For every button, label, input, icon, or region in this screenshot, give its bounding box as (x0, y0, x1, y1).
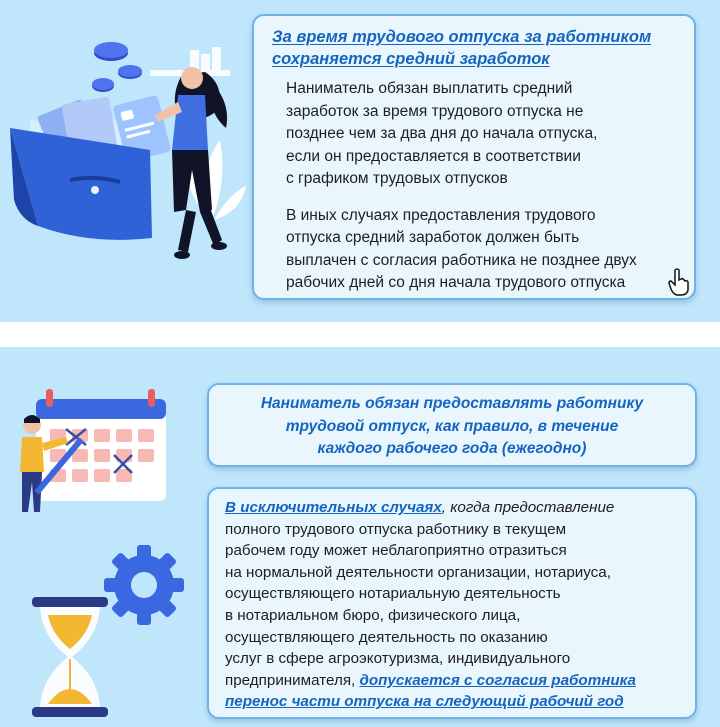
ex-line-6: в нотариальном бюро, физического лица, (225, 606, 521, 624)
woman-wallet-illustration (0, 0, 250, 322)
ex-line-3: рабочем году может неблагоприятно отразиться (225, 542, 567, 560)
ex-line-4: на нормальной деятельности организации, нотариуса, (225, 563, 611, 581)
para2-line-4: рабочих дней со дня начала трудового отпуска (286, 274, 626, 291)
salary-card-title (272, 26, 678, 70)
other-cases-paragraph (272, 205, 678, 295)
ex-line-5: осуществляющего нотариальную деятельность (225, 585, 561, 603)
para1-line-5: с графиком трудовых отпусков (286, 170, 508, 187)
ex-line-10 (225, 691, 687, 713)
para2-line-2: отпуска средний заработок должен быть (286, 229, 580, 246)
duty-line-1: Наниматель обязан предоставлять работнику (260, 395, 644, 412)
ex-line-9 (225, 670, 687, 692)
salary-section (0, 0, 720, 322)
payment-rule-paragraph (272, 78, 678, 191)
title-line-1: За время трудового отпуска за работником (272, 28, 652, 46)
hourglass-icon (32, 597, 108, 717)
ex-line-9-prefix: предпринимателя, (225, 671, 360, 689)
duty-line-3: каждого рабочего года (ежегодно) (317, 440, 587, 457)
exception-text (225, 497, 687, 713)
exception-highlight-end-1: допускается с согласия работника (359, 671, 636, 689)
exception-highlight-start: В исключительных случаях (225, 499, 442, 516)
duty-line-2: трудовой отпуск, как правило, в течение (285, 417, 619, 435)
para2-line-3: выплачен с согласия работника не позднее двух (286, 251, 637, 269)
annual-vacation-text (209, 393, 695, 461)
para1-line-1: Наниматель обязан выплатить средний (286, 80, 573, 97)
ex-line-8: услуг в сфере агроэкотуризма, индивидуального (225, 650, 571, 668)
exception-card (207, 487, 697, 719)
coins-icon (92, 42, 142, 92)
ex-line-2: полного трудового отпуска работнику в текущем (225, 520, 567, 538)
para1-line-3: позднее чем за два дня до начала отпуска, (286, 125, 598, 142)
title-line-2: сохраняется средний заработок (272, 50, 550, 68)
para1-line-4: если он предоставляется в соответствии (286, 147, 581, 165)
annual-vacation-card (207, 383, 697, 467)
exception-highlight-end-2: перенос части отпуска на следующий рабочий год (225, 693, 624, 711)
salary-info-card (252, 14, 696, 300)
calendar-hourglass-illustration (0, 347, 205, 727)
gear-icon (104, 545, 184, 625)
ex-line-1 (225, 497, 687, 519)
para2-line-1: В иных случаях предоставления трудового (286, 206, 596, 224)
ex-line-7: осуществляющего деятельность по оказанию (225, 628, 548, 646)
pointer-hand-icon (668, 268, 690, 296)
ex-line-1-rest: , когда предоставление (441, 499, 615, 516)
vacation-duty-section (0, 347, 720, 727)
para1-line-2: заработок за время трудового отпуска не (286, 102, 584, 120)
